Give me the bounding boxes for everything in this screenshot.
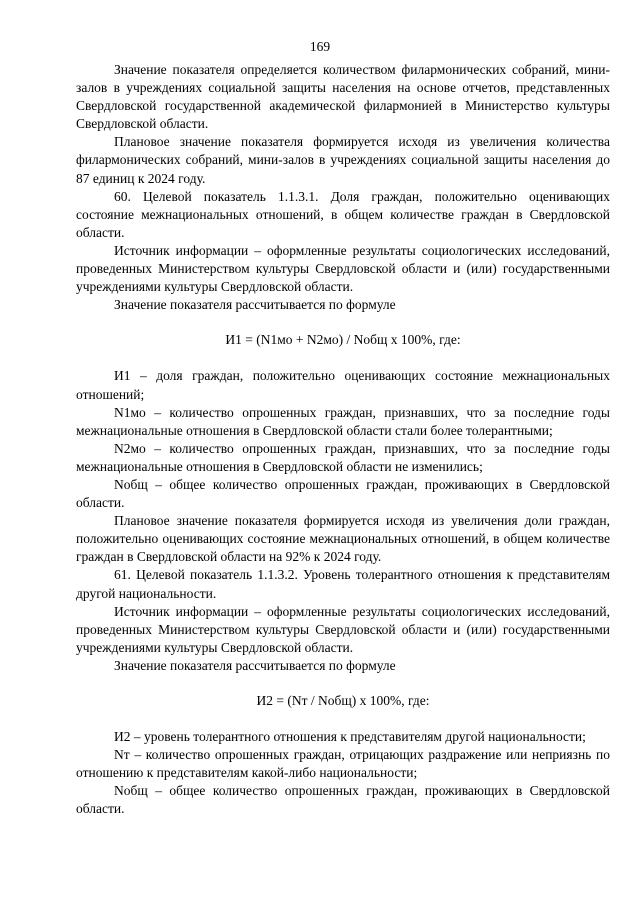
formula-i1: И1 = (N1мо + N2мо) / Nобщ х 100%, где:: [225, 332, 461, 348]
paragraph-target-60: 60. Целевой показатель 1.1.3.1. Доля граждан, положительно оценивающих состояние межнациональных отношений, в общем количестве граждан в Свердловской области.: [76, 188, 610, 240]
definition-nt: Nт – количество опрошенных граждан, отрицающих раздражение или неприязнь по отношению к представителям какой-либо национальности;: [76, 747, 610, 781]
paragraph-formula-intro-2: Значение показателя рассчитывается по формуле: [114, 657, 396, 673]
paragraph-planned-value: Плановое значение показателя формируется исходя из увеличения количества филармонических собраний, мини-залов в учреждениях социальной защиты населения до 87 единиц к 2024 году.: [76, 134, 610, 186]
paragraph-indicator-basis: Значение показателя определяется количеством филармонических собраний, мини-залов в учреждениях социальной защиты населения на основе отчетов, представленных Свердловской государственной академической филармонией в Министерство культуры Свердловской области.: [76, 62, 610, 132]
definition-nobsh: Nобщ – общее количество опрошенных граждан, проживающих в Свердловской области.: [76, 476, 610, 511]
definition-n1mo: N1мо – количество опрошенных граждан, признавших, что за последние годы межнациональные отношения в Свердловской области стали более толерантными;: [76, 404, 610, 438]
paragraph-target-61: 61. Целевой показатель 1.1.3.2. Уровень толерантного отношения к представителям другой национальности.: [76, 567, 610, 601]
definition-i1: И1 – доля граждан, положительно оценивающих состояние межнациональных отношений;: [76, 368, 610, 402]
paragraph-info-source: Источник информации – оформленные результаты социологических исследований, проведенных Министерством культуры Свердловской области и (или) государственными учреждениями культуры Свердловской области.: [76, 242, 610, 295]
document-body: [76, 61, 610, 819]
formula-i2: И2 = (Nт / Nобщ) х 100%, где:: [256, 693, 430, 708]
definition-n2mo: N2мо – количество опрошенных граждан, признавших, что за последние годы межнациональные отношения в Свердловской области не изменились;: [76, 440, 610, 474]
page-number: 169: [309, 39, 331, 54]
definition-i2: И2 – уровень толерантного отношения к представителям другой национальности;: [114, 729, 586, 745]
paragraph-info-source-2: Источник информации – оформленные результаты социологических исследований, проведенных Министерством культуры Свердловской области и (или) государственными учреждениями культуры Свердловской области.: [76, 603, 610, 655]
paragraph-planned-value-2: Плановое значение показателя формируется исходя из увеличения доли граждан, положительно оценивающих состояние межнациональных отношений, в общем количестве граждан в Свердловской области на 92% к 2024 году.: [76, 513, 610, 565]
paragraph-formula-intro: Значение показателя рассчитывается по формуле: [114, 297, 396, 313]
definition-nobsh-2: Nобщ – общее количество опрошенных граждан, проживающих в Свердловской области.: [76, 783, 610, 817]
